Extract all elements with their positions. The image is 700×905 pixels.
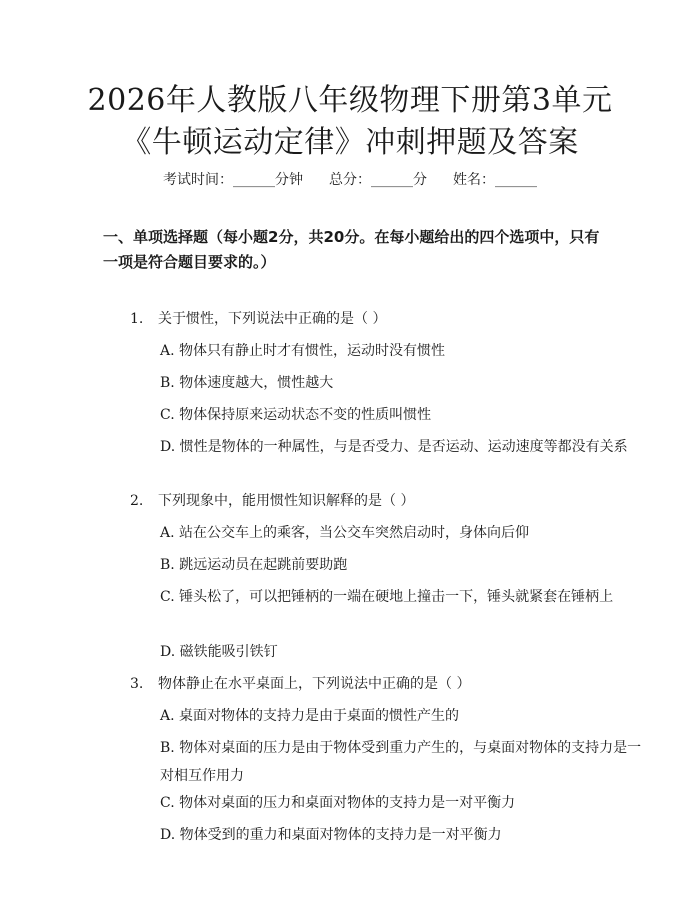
exam-time-label: 考试时间：______分钟 xyxy=(163,172,303,188)
option-b: B. 物体对桌面的压力是由于物体受到重力产生的，与桌面对物体的支持力是一对相互作用力 xyxy=(160,740,642,784)
option-b: B. 物体速度越大，惯性越大 xyxy=(160,375,334,391)
question-1 xyxy=(0,305,700,333)
option-c: C. 物体保持原来运动状态不变的性质叫惯性 xyxy=(160,407,432,423)
question-stem xyxy=(0,305,700,333)
section-heading: 一、单项选择题（每小题2分，共20分。在每小题给出的四个选项中，只有一项是符合题目要求的。） xyxy=(103,228,600,271)
question-number: 1. xyxy=(130,311,144,327)
option-c: C. 锤头松了，可以把锤柄的一端在硬地上撞击一下，锤头就紧套在锤柄上 xyxy=(160,589,614,605)
question-number: 2. xyxy=(130,493,144,509)
option-a: A. 物体只有静止时才有惯性，运动时没有惯性 xyxy=(160,343,446,359)
option-a: A. 站在公交车上的乘客，当公交车突然启动时，身体向后仰 xyxy=(160,525,530,541)
total-score-label: 总分：______分 xyxy=(329,172,427,188)
option-a: A. 桌面对物体的支持力是由于桌面的惯性产生的 xyxy=(160,708,460,724)
option-c: C. 物体对桌面的压力和桌面对物体的支持力是一对平衡力 xyxy=(160,795,516,811)
question-text: 物体静止在水平桌面上，下列说法中正确的是（ ） xyxy=(158,676,471,692)
option-b: B. 跳远运动员在起跳前要助跑 xyxy=(160,557,348,573)
question-text: 下列现象中，能用惯性知识解释的是（ ） xyxy=(158,493,415,509)
question-3 xyxy=(0,670,700,698)
exam-title: 2026年人教版八年级物理下册第3单元《牛顿运动定律》冲刺押题及答案 xyxy=(87,83,613,160)
question-number: 3. xyxy=(130,676,144,692)
exam-meta xyxy=(0,170,700,190)
option-d: D. 物体受到的重力和桌面对物体的支持力是一对平衡力 xyxy=(160,827,502,843)
student-name-label: 姓名：______ xyxy=(453,172,537,188)
question-stem xyxy=(0,487,700,515)
option-d: D. 磁铁能吸引铁钉 xyxy=(160,644,278,660)
option-d: D. 惯性是物体的一种属性，与是否受力、是否运动、运动速度等都没有关系 xyxy=(160,439,628,455)
question-text: 关于惯性，下列说法中正确的是（ ） xyxy=(158,311,387,327)
question-stem xyxy=(0,670,700,698)
question-2 xyxy=(0,487,700,515)
